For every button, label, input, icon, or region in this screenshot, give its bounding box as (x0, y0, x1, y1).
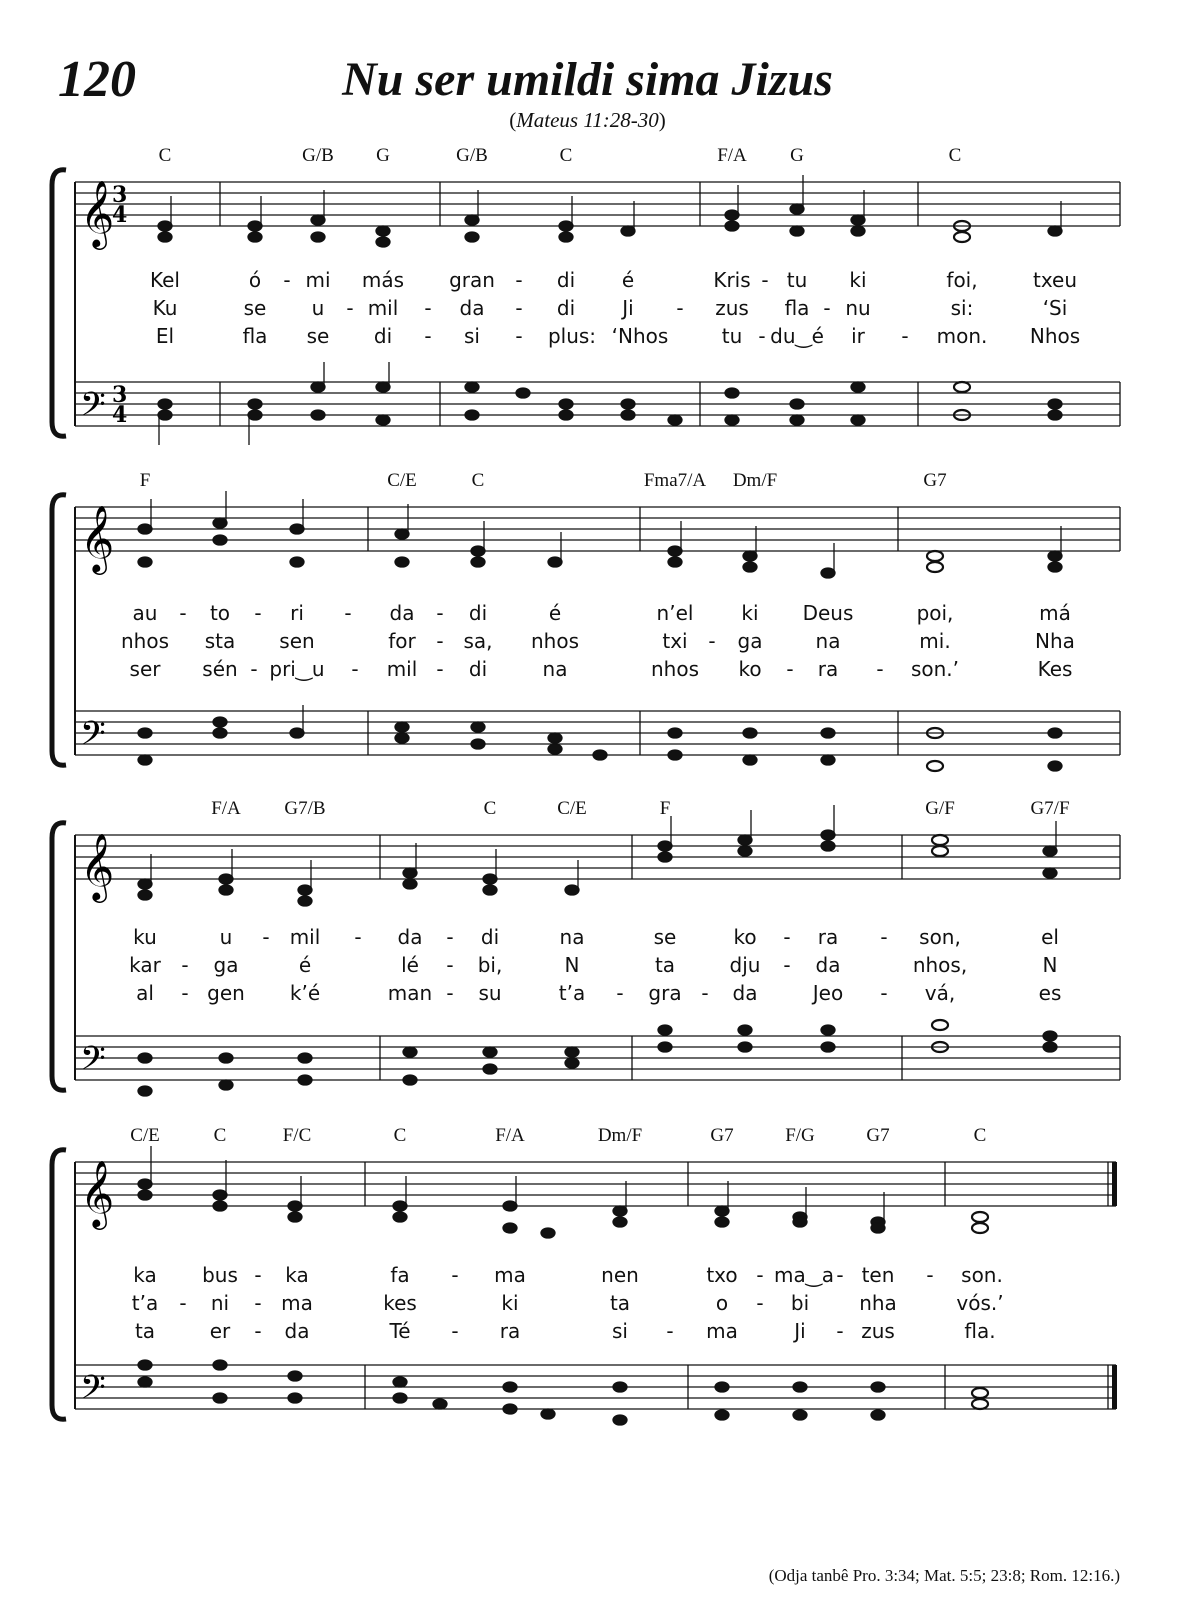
lyric-syllable: ma (281, 1291, 313, 1315)
lyric-syllable: - (254, 1319, 262, 1343)
lyric-syllable: nhos (530, 629, 580, 653)
lyric-syllable: ri (290, 601, 304, 625)
lyric-syllable: ir (851, 324, 865, 348)
svg-text:𝄞: 𝄞 (80, 832, 115, 900)
lyric-syllable: - (250, 657, 258, 681)
chord-symbol: G7/F (1030, 798, 1070, 819)
lyric-syllable: poi, (916, 601, 954, 625)
lyric-syllable: - (446, 925, 454, 949)
lyric-syllable: son.’ (910, 657, 960, 681)
chord-symbol: G (790, 145, 804, 166)
lyric-syllable: - (901, 324, 909, 348)
lyric-syllable: ser (129, 657, 161, 681)
lyric-syllable: fa (390, 1263, 410, 1287)
lyric-syllable: txi (662, 629, 688, 653)
lyric-syllable: - (926, 1263, 934, 1287)
lyric-syllable: mon. (936, 324, 988, 348)
staff-notation-1 (0, 140, 1200, 450)
lyric-syllable: - (676, 296, 684, 320)
lyric-syllable: da (459, 296, 485, 320)
lyric-syllable: el (1041, 925, 1059, 949)
lyric-syllable: nhos (650, 657, 700, 681)
lyric-syllable: gen (207, 981, 245, 1005)
lyric-syllable: Kes (1037, 657, 1073, 681)
lyric-syllable: - (783, 953, 791, 977)
chord-symbol: Fma7/A (643, 470, 707, 491)
lyric-syllable: gran (449, 268, 495, 292)
lyric-syllable: ka (285, 1263, 309, 1287)
hymn-number: 120 (58, 51, 136, 108)
chord-symbol: Dm/F (597, 1125, 643, 1146)
lyric-syllable: si (612, 1319, 628, 1343)
lyric-syllable: zus (861, 1319, 895, 1343)
lyric-syllable: Nha (1035, 629, 1075, 653)
lyric-syllable: au (132, 601, 158, 625)
lyric-syllable: - (179, 601, 187, 625)
lyric-syllable: bus (202, 1263, 238, 1287)
lyric-syllable: da (284, 1319, 310, 1343)
lyric-syllable: ra (817, 925, 839, 949)
lyric-syllable: - (436, 601, 444, 625)
svg-text:𝄢: 𝄢 (80, 1040, 106, 1086)
chord-symbol: G/F (925, 798, 955, 819)
lyric-syllable: se (243, 296, 267, 320)
score-system-4 (0, 1120, 1200, 1450)
lyric-syllable: ma (706, 1319, 738, 1343)
lyric-syllable: - (761, 268, 769, 292)
lyric-syllable: Ku (152, 296, 178, 320)
lyric-syllable: - (786, 657, 794, 681)
svg-text:4: 4 (112, 202, 128, 228)
staff-notation-3 (0, 793, 1200, 1103)
lyric-syllable: nhos (120, 629, 170, 653)
lyric-syllable: - (262, 925, 270, 949)
lyric-syllable: - (446, 981, 454, 1005)
lyric-syllable: zus (715, 296, 749, 320)
lyric-syllable: ta (134, 1319, 156, 1343)
lyric-syllable: vá, (924, 981, 956, 1005)
lyric-syllable: - (666, 1319, 674, 1343)
staff-notation-4 (0, 1120, 1200, 1450)
lyric-syllable: - (783, 925, 791, 949)
lyric-syllable: di (468, 657, 488, 681)
lyric-syllable: ten (861, 1263, 895, 1287)
lyric-syllable: for (388, 629, 416, 653)
lyric-syllable: é (548, 601, 562, 625)
lyric-syllable: ga (737, 629, 763, 653)
lyric-syllable: n’el (656, 601, 694, 625)
lyric-syllable: plus: (547, 324, 597, 348)
lyric-syllable: nu (845, 296, 871, 320)
lyric-syllable: mil (367, 296, 399, 320)
chord-symbol: G/B (456, 145, 488, 166)
lyric-syllable: fla (784, 296, 810, 320)
lyric-syllable: er (209, 1319, 231, 1343)
lyric-syllable: di (468, 601, 488, 625)
lyric-syllable: Nhos (1029, 324, 1081, 348)
lyric-syllable: - (181, 981, 189, 1005)
lyric-syllable: más (361, 268, 405, 292)
lyric-syllable: tu (721, 324, 743, 348)
lyric-syllable: - (283, 268, 291, 292)
lyric-syllable: - (756, 1263, 764, 1287)
chord-symbol: C (973, 1125, 987, 1146)
lyric-syllable: - (254, 601, 262, 625)
lyric-syllable: t’a (558, 981, 586, 1005)
lyric-syllable: - (515, 324, 523, 348)
chord-symbol: G/B (302, 145, 334, 166)
lyric-syllable: Kel (150, 268, 180, 292)
lyric-syllable: da (397, 925, 423, 949)
lyric-syllable: k’é (289, 981, 321, 1005)
lyric-syllable: mil (289, 925, 321, 949)
lyric-syllable: - (344, 601, 352, 625)
svg-text:3: 3 (112, 382, 128, 408)
lyric-syllable: - (836, 1319, 844, 1343)
lyric-syllable: - (346, 296, 354, 320)
lyric-syllable: Té (389, 1319, 411, 1343)
lyric-syllable: - (701, 981, 709, 1005)
lyric-syllable: - (451, 1319, 459, 1343)
reference-open-paren: ( (509, 108, 517, 132)
lyric-syllable: se (653, 925, 677, 949)
lyric-syllable: ki (849, 268, 867, 292)
lyric-syllable: u (219, 925, 233, 949)
chord-symbol: G7 (923, 470, 947, 491)
chord-symbol: C/E (130, 1125, 160, 1146)
hymn-title: Nu ser umildi sima Jizus (342, 53, 833, 106)
scripture-reference (0, 108, 1175, 133)
lyric-syllable: ko (733, 925, 757, 949)
lyric-syllable: kar (129, 953, 161, 977)
lyric-syllable: di (556, 268, 576, 292)
lyric-syllable: sen (279, 629, 315, 653)
chord-symbol: C (393, 1125, 407, 1146)
reference-close-paren: ) (658, 108, 666, 132)
lyric-syllable: da (815, 953, 841, 977)
chord-symbol: G7 (710, 1125, 734, 1146)
svg-text:3: 3 (112, 182, 128, 208)
lyric-syllable: na (542, 657, 568, 681)
lyric-syllable: - (836, 1263, 844, 1287)
lyric-syllable: - (880, 981, 888, 1005)
score-system-3 (0, 793, 1200, 1103)
lyric-syllable: - (351, 657, 359, 681)
lyric-syllable: nen (601, 1263, 639, 1287)
lyric-syllable: Ji (622, 296, 634, 320)
svg-text:𝄢: 𝄢 (80, 1369, 106, 1415)
lyric-syllable: ki (741, 601, 759, 625)
lyric-syllable: nhos, (912, 953, 968, 977)
lyric-syllable: son. (961, 1263, 1003, 1287)
lyric-syllable: ta (609, 1291, 631, 1315)
chord-symbol: G7 (866, 1125, 890, 1146)
svg-text:𝄢: 𝄢 (80, 386, 106, 432)
lyric-syllable: ki (501, 1291, 519, 1315)
lyric-syllable: mi. (919, 629, 951, 653)
cross-reference-footnote: (Odja tanbê Pro. 3:34; Mat. 5:5; 23:8; Rom. 12:16.) (768, 1566, 1120, 1585)
lyric-syllable: dju (729, 953, 761, 977)
lyric-syllable: al (136, 981, 154, 1005)
lyric-syllable: si (464, 324, 480, 348)
lyric-syllable: Deus (802, 601, 854, 625)
lyric-syllable: fla (242, 324, 268, 348)
lyric-syllable: bi, (477, 953, 503, 977)
final-barline (1112, 1365, 1117, 1409)
lyric-syllable: foi, (946, 268, 978, 292)
lyric-syllable: ‘Si (1042, 296, 1068, 320)
lyric-syllable: fla. (964, 1319, 996, 1343)
lyric-syllable: - (823, 296, 831, 320)
chord-symbol: C (483, 798, 497, 819)
chord-symbol: G7/B (284, 798, 326, 819)
lyric-syllable: ma (494, 1263, 526, 1287)
chord-symbol: G (376, 145, 390, 166)
lyric-syllable: kes (383, 1291, 417, 1315)
lyric-syllable: - (616, 981, 624, 1005)
lyric-syllable: di (373, 324, 393, 348)
lyric-syllable: ra (499, 1319, 521, 1343)
lyric-syllable: - (354, 925, 362, 949)
svg-text:𝄞: 𝄞 (80, 1159, 115, 1227)
lyric-syllable: su (478, 981, 502, 1005)
lyric-syllable: - (424, 324, 432, 348)
lyric-syllable: da (732, 981, 758, 1005)
lyric-syllable: - (181, 953, 189, 977)
lyric-syllable: - (436, 629, 444, 653)
lyric-syllable: ó (248, 268, 262, 292)
lyric-syllable: sén (202, 657, 238, 681)
chord-symbol: C (471, 470, 485, 491)
final-barline (1112, 1162, 1117, 1206)
lyric-syllable: Jeo (812, 981, 844, 1005)
lyric-syllable: ni (210, 1291, 230, 1315)
lyric-syllable: es (1038, 981, 1062, 1005)
lyric-syllable: - (451, 1263, 459, 1287)
lyric-syllable: - (515, 268, 523, 292)
svg-text:𝄢: 𝄢 (80, 715, 106, 761)
lyric-syllable: - (424, 296, 432, 320)
lyric-syllable: Kris (713, 268, 751, 292)
lyric-syllable: - (880, 925, 888, 949)
lyric-syllable: to (209, 601, 231, 625)
reference-text: Mateus 11:28-30 (516, 108, 659, 132)
lyric-syllable: ‘Nhos (611, 324, 669, 348)
lyric-syllable: N (1042, 953, 1058, 977)
lyric-syllable: ra (817, 657, 839, 681)
chord-symbol: F/A (211, 798, 241, 819)
lyric-syllable: ga (213, 953, 239, 977)
chord-symbol: F (139, 470, 151, 491)
lyric-syllable: mi (305, 268, 331, 292)
lyric-syllable: - (756, 1291, 764, 1315)
lyric-syllable: pri‿u (269, 657, 325, 681)
chord-symbol: F/A (495, 1125, 525, 1146)
lyric-syllable: di (480, 925, 500, 949)
chord-symbol: C (948, 145, 962, 166)
lyric-syllable: man (387, 981, 433, 1005)
lyric-syllable: lé (401, 953, 419, 977)
lyric-syllable: - (179, 1291, 187, 1315)
lyric-syllable: mil (386, 657, 418, 681)
lyric-syllable: - (515, 296, 523, 320)
lyric-syllable: si: (950, 296, 974, 320)
lyric-syllable: na (559, 925, 585, 949)
chord-symbol: C/E (557, 798, 587, 819)
lyric-syllable: El (155, 324, 175, 348)
score-system-1 (0, 140, 1200, 450)
svg-text:𝄞: 𝄞 (80, 504, 115, 572)
chord-symbol: F/A (717, 145, 747, 166)
lyric-syllable: é (298, 953, 312, 977)
lyric-syllable: txo (706, 1263, 738, 1287)
lyric-syllable: é (621, 268, 635, 292)
lyric-syllable: - (446, 953, 454, 977)
lyric-syllable: sa, (463, 629, 493, 653)
lyric-syllable: son, (919, 925, 961, 949)
lyric-syllable: vós.’ (956, 1291, 1004, 1315)
lyric-syllable: t’a (131, 1291, 159, 1315)
chord-symbol: C (213, 1125, 227, 1146)
lyric-syllable: ku (133, 925, 157, 949)
lyric-syllable: du‿é (770, 324, 824, 348)
lyric-syllable: - (254, 1291, 262, 1315)
lyric-syllable: N (564, 953, 580, 977)
lyric-syllable: - (708, 629, 716, 653)
svg-text:𝄞: 𝄞 (80, 179, 115, 247)
lyric-syllable: ka (133, 1263, 157, 1287)
score-system-2 (0, 465, 1200, 775)
lyric-syllable: na (815, 629, 841, 653)
chord-symbol: C (559, 145, 573, 166)
lyric-syllable: se (306, 324, 330, 348)
lyric-syllable: nha (859, 1291, 897, 1315)
lyric-syllable: tu (786, 268, 808, 292)
lyric-syllable: gra (648, 981, 682, 1005)
chord-symbol: F (659, 798, 671, 819)
lyric-syllable: - (758, 324, 766, 348)
lyric-syllable: - (876, 657, 884, 681)
lyric-syllable: ko (738, 657, 762, 681)
lyric-syllable: o (715, 1291, 729, 1315)
lyric-syllable: bi (790, 1291, 810, 1315)
lyric-syllable: txeu (1032, 268, 1078, 292)
chord-symbol: C (158, 145, 172, 166)
chord-symbol: C/E (387, 470, 417, 491)
svg-text:4: 4 (112, 402, 128, 428)
lyric-syllable: ta (654, 953, 676, 977)
lyric-syllable: sta (204, 629, 236, 653)
lyric-syllable: di (556, 296, 576, 320)
lyric-syllable: Ji (794, 1319, 806, 1343)
lyric-syllable: - (254, 1263, 262, 1287)
lyric-syllable: u (311, 296, 325, 320)
chord-symbol: Dm/F (732, 470, 778, 491)
lyric-syllable: ma‿a (773, 1263, 835, 1287)
chord-symbol: F/G (785, 1125, 815, 1146)
lyric-syllable: da (389, 601, 415, 625)
lyric-syllable: má (1039, 601, 1071, 625)
lyric-syllable: - (436, 657, 444, 681)
chord-symbol: F/C (282, 1125, 312, 1146)
